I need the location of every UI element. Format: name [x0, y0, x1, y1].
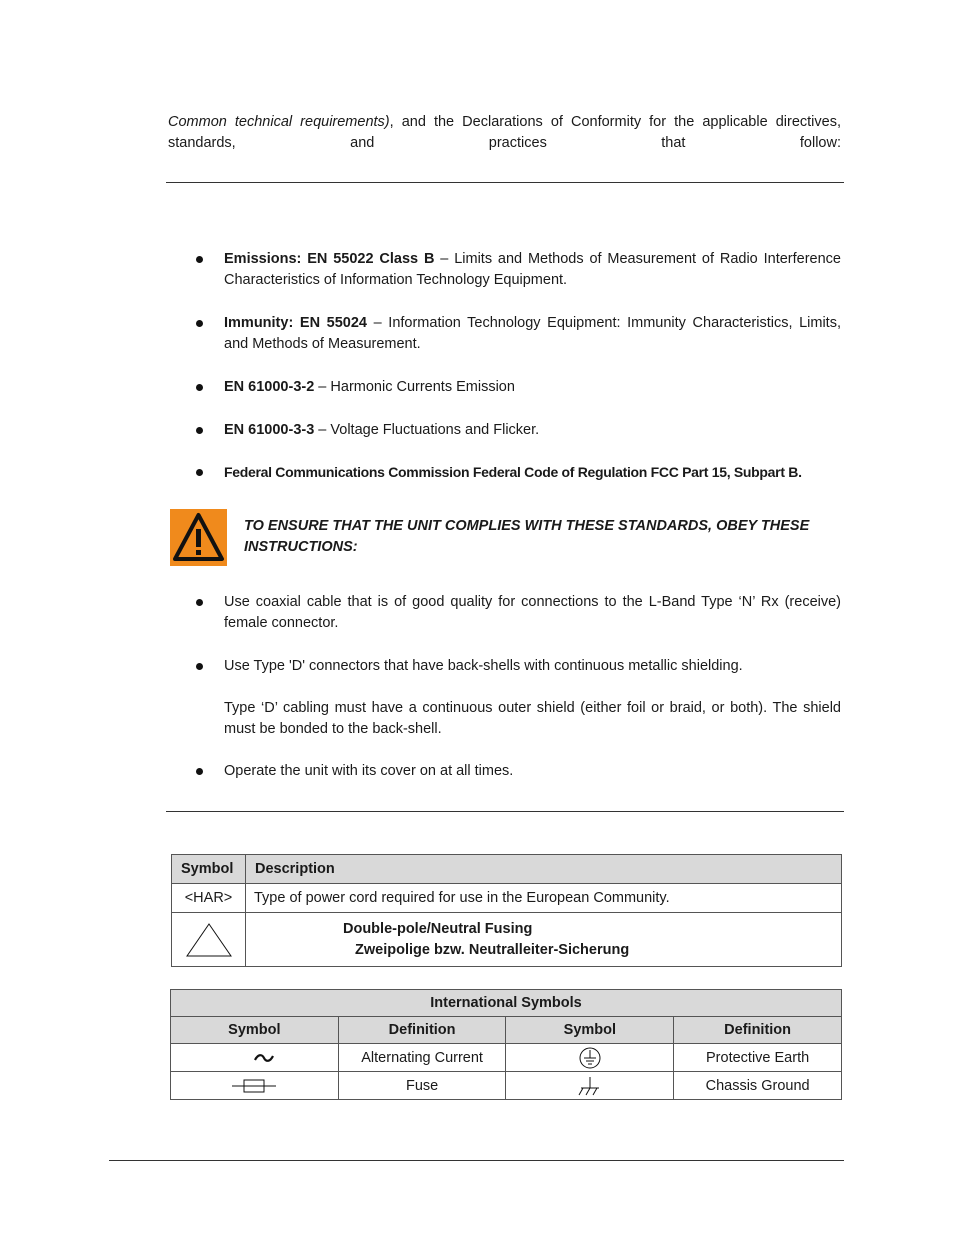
table-row	[172, 913, 842, 967]
standard-name: EN 61000-3-3	[224, 422, 315, 438]
instruction-text: Operate the unit with its cover on at all times.	[224, 763, 514, 779]
symbol-cell	[171, 1044, 339, 1072]
instruction-text: Use Type 'D' connectors that have back-shells with continuous metallic shielding.	[224, 658, 743, 674]
triangle-icon	[184, 921, 234, 959]
bullet-icon	[196, 663, 203, 670]
column-header: Symbol	[506, 1017, 674, 1044]
instructions-list	[196, 592, 841, 792]
column-header: Definition	[674, 1017, 842, 1044]
standard-name: Emissions: EN 55022 Class B	[224, 251, 435, 267]
definition-cell: Protective Earth	[674, 1044, 842, 1072]
table-title: International Symbols	[171, 990, 842, 1017]
table-row	[172, 884, 842, 913]
bullet-icon	[196, 427, 203, 434]
fusing-label-de: Zweipolige bzw. Neutralleiter-Sicherung	[355, 941, 630, 958]
bullet-icon	[196, 768, 203, 775]
standards-list	[196, 249, 841, 489]
alternating-current-icon	[252, 1052, 276, 1064]
bullet-icon	[196, 256, 203, 263]
bullet-icon	[196, 469, 203, 476]
definition-cell: Chassis Ground	[674, 1072, 842, 1100]
international-symbols-table	[170, 989, 842, 1100]
bullet-icon	[196, 599, 203, 606]
instruction-text: Type ‘D’ cabling must have a continuous outer shield (either foil or braid, or both). The shield must be bonded to the back-shell.	[224, 700, 841, 737]
fuse-icon	[232, 1078, 276, 1094]
standard-description: – Limits and Methods of Measurement of Radio Interference Characteristics of Information Technology Equipment.	[224, 251, 841, 288]
intro-italic: Common technical requirements)	[168, 114, 390, 130]
table-title-row	[171, 990, 842, 1017]
standard-name: Federal Communications Commission Federal Code of Regulation FCC Part 15, Subpart B.	[224, 464, 802, 480]
symbol-cell	[171, 1072, 339, 1100]
standard-description: – Information Technology Equipment: Immunity Characteristics, Limits, and Methods of Measurement.	[224, 315, 841, 352]
table-header-row	[171, 1017, 842, 1044]
instruction-text: Use coaxial cable that is of good quality for connections to the L-Band Type ‘N’ Rx (receive) female connector.	[224, 594, 841, 631]
table-row	[171, 1044, 842, 1072]
chassis-ground-icon	[577, 1075, 603, 1097]
description-cell: Type of power cord required for use in the European Community.	[246, 884, 842, 913]
standard-name: EN 61000-3-2	[224, 379, 315, 395]
column-header: Description	[246, 855, 842, 884]
warning-triangle-icon	[170, 509, 227, 566]
definition-cell: Alternating Current	[338, 1044, 506, 1072]
column-header: Symbol	[171, 1017, 339, 1044]
standard-name: Immunity: EN 55024	[224, 315, 367, 331]
protective-earth-icon	[578, 1046, 602, 1070]
intro-paragraph	[168, 112, 841, 154]
section-divider-bottom	[166, 811, 844, 812]
fusing-label-en: Double-pole/Neutral Fusing	[343, 920, 533, 937]
column-header: Symbol	[172, 855, 246, 884]
symbol-cell	[506, 1044, 674, 1072]
symbol-cell	[506, 1072, 674, 1100]
bullet-icon	[196, 384, 203, 391]
table-header-row	[172, 855, 842, 884]
intro-text: , and the Declarations of Conformity for the applicable directives, standards, and practices that follow:	[168, 114, 841, 151]
footer-divider	[109, 1160, 844, 1161]
column-header: Definition	[338, 1017, 506, 1044]
symbol-cell	[172, 913, 246, 967]
definition-cell: Fuse	[338, 1072, 506, 1100]
standard-description: – Harmonic Currents Emission	[314, 379, 515, 395]
standard-description: – Voltage Fluctuations and Flicker.	[314, 422, 540, 438]
description-cell	[246, 913, 842, 967]
warning-text: TO ENSURE THAT THE UNIT COMPLIES WITH THESE STANDARDS, OBEY THESE INSTRUCTIONS:	[244, 518, 810, 555]
section-divider-top	[166, 182, 844, 183]
bullet-icon	[196, 320, 203, 327]
symbol-description-table	[171, 854, 842, 967]
symbol-cell: <HAR>	[172, 884, 246, 913]
table-row	[171, 1072, 842, 1100]
